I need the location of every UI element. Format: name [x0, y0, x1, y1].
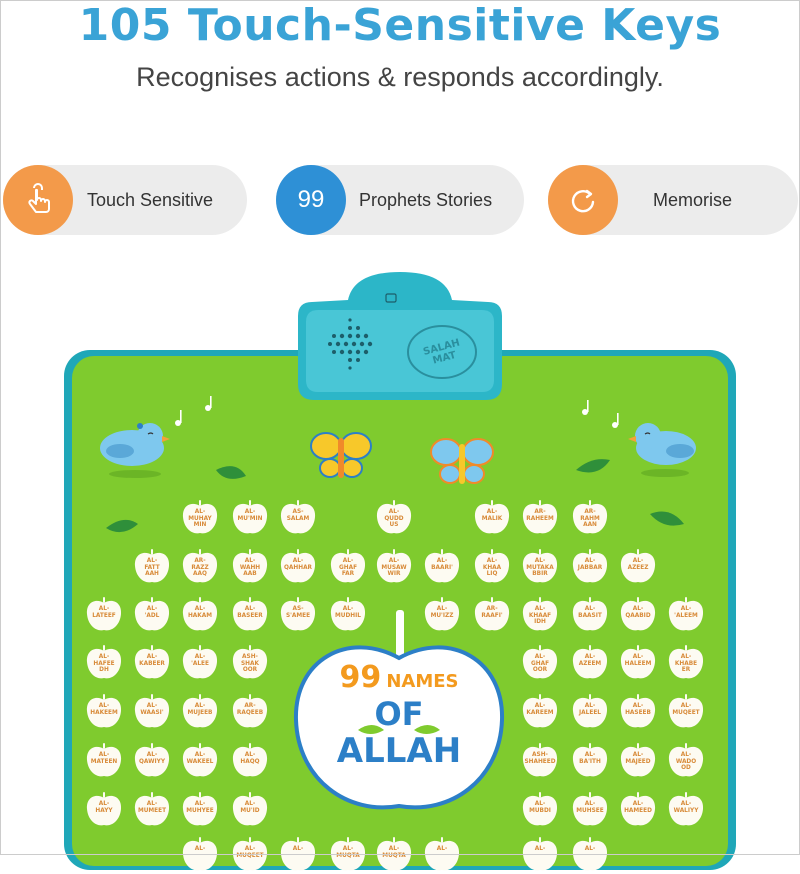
key-label: AL- [194, 846, 206, 852]
key-label: MUBDI [529, 807, 551, 814]
key-label: FAR [341, 571, 355, 577]
key-label: AS- [292, 606, 304, 612]
key-label: AL- [584, 801, 596, 807]
key-label: FATT [144, 564, 160, 571]
feature-label: Memorise [653, 190, 733, 210]
key-label: AL- [342, 558, 354, 564]
key-label: AR- [534, 509, 546, 515]
key-label: MAJEED [625, 758, 651, 765]
touch-key[interactable] [278, 497, 318, 537]
touch-key[interactable] [180, 740, 220, 780]
key-label: OOR [532, 667, 548, 673]
key-label: AL- [292, 558, 304, 564]
bird-right-icon [628, 423, 696, 477]
touch-key[interactable] [180, 642, 220, 682]
key-label: 'ALEEM [674, 612, 698, 619]
touch-key[interactable] [180, 691, 220, 731]
key-label: LATEEF [92, 612, 116, 619]
device-brand: SALAH MAT [422, 337, 462, 367]
bird-left-icon [100, 423, 170, 478]
key-label: AL- [436, 846, 448, 852]
touch-key[interactable] [180, 789, 220, 829]
key-label: KHAAF [528, 612, 552, 619]
key-label: JABBAR [577, 564, 603, 571]
touch-key[interactable] [180, 497, 220, 537]
key-label: RAHM [580, 515, 600, 522]
touch-key[interactable] [520, 642, 560, 682]
touch-key[interactable] [84, 594, 124, 634]
key-label: MU'ID [240, 807, 260, 814]
key-label: AL- [584, 703, 596, 709]
key-label: AL- [342, 846, 354, 852]
key-label: AL- [388, 846, 400, 852]
touch-key[interactable] [278, 594, 318, 634]
touch-key[interactable] [230, 740, 270, 780]
touch-key[interactable] [618, 642, 658, 682]
touch-key[interactable] [180, 594, 220, 634]
key-label: AL- [194, 801, 206, 807]
touch-key[interactable] [230, 834, 270, 874]
touch-key[interactable] [84, 642, 124, 682]
key-label: AL- [632, 752, 644, 758]
key-label: BAASIT [578, 612, 602, 619]
center-title [288, 660, 510, 770]
key-label: MUSAW [381, 564, 407, 571]
touch-key[interactable] [180, 834, 220, 874]
key-label: AAQ [193, 571, 207, 577]
touch-key[interactable] [230, 497, 270, 537]
key-label: US [389, 522, 399, 528]
center-names-word: NAMES [386, 671, 459, 692]
touch-key[interactable] [570, 789, 610, 829]
touch-key[interactable] [618, 594, 658, 634]
key-label: AL- [680, 654, 692, 660]
key-label: S'AMEE [285, 612, 311, 619]
touch-key[interactable] [570, 740, 610, 780]
touch-key[interactable] [230, 546, 270, 586]
touch-key[interactable] [132, 594, 172, 634]
touch-key[interactable] [374, 834, 414, 874]
key-label: AL- [486, 558, 498, 564]
key-label: HAYY [95, 807, 113, 814]
key-label: AL- [98, 606, 110, 612]
page-title: 105 Touch-Sensitive Keys [78, 0, 722, 51]
key-label: AL- [342, 606, 354, 612]
key-label: QAHHAR [283, 564, 313, 571]
touch-key[interactable] [666, 789, 706, 829]
key-label: MUQTA [382, 852, 406, 859]
feature-label: Touch Sensitive [87, 190, 214, 210]
key-label: GHAF [530, 660, 550, 667]
key-label: AL- [436, 558, 448, 564]
touch-key[interactable] [472, 594, 512, 634]
center-allah-word: ALLAH [336, 731, 462, 771]
butterfly-left-icon [311, 433, 371, 478]
touch-key[interactable] [422, 834, 462, 874]
key-label: MUTAKA [526, 564, 554, 571]
key-label: AL- [98, 752, 110, 758]
key-label: QAWIYY [138, 758, 166, 765]
touch-key[interactable] [132, 691, 172, 731]
badge-number: 99 [297, 186, 325, 213]
key-label: AL- [632, 606, 644, 612]
key-label: SALAM [286, 515, 310, 522]
touch-key[interactable] [472, 497, 512, 537]
touch-key[interactable] [328, 594, 368, 634]
touch-key[interactable] [230, 594, 270, 634]
music-notes-icon [175, 396, 619, 428]
touch-key[interactable] [618, 789, 658, 829]
touch-key[interactable] [230, 789, 270, 829]
touch-key[interactable] [422, 546, 462, 586]
key-label: JALEEL [579, 709, 601, 716]
key-label: MIN [193, 522, 207, 528]
key-label: AL- [436, 606, 448, 612]
key-label: AL- [244, 752, 256, 758]
key-label: AL- [680, 703, 692, 709]
key-label: IDH [534, 619, 546, 625]
touch-key[interactable] [230, 642, 270, 682]
touch-key[interactable] [520, 691, 560, 731]
touch-key[interactable] [570, 834, 610, 874]
key-label: SHAK [240, 660, 259, 667]
key-label: AL- [388, 509, 400, 515]
key-label: RAZZ [191, 564, 209, 571]
key-label: AL- [244, 558, 256, 564]
touch-key[interactable] [180, 546, 220, 586]
key-label: HAMEED [624, 807, 652, 814]
key-label: BAARI' [431, 564, 453, 571]
key-label: AR- [584, 509, 596, 515]
key-label: AL- [244, 846, 256, 852]
touch-key[interactable] [230, 691, 270, 731]
key-label: AL- [534, 558, 546, 564]
key-label: SHAHEED [524, 758, 556, 765]
touch-key[interactable] [666, 594, 706, 634]
touch-key[interactable] [132, 740, 172, 780]
key-label: KHABE [674, 660, 698, 667]
touch-key[interactable] [570, 642, 610, 682]
key-label: HALEEM [624, 660, 652, 667]
key-label: ASH- [532, 752, 548, 758]
center-of-word: OF [374, 695, 424, 733]
touch-key[interactable] [666, 740, 706, 780]
key-label: AL- [632, 654, 644, 660]
touch-key[interactable] [520, 834, 560, 874]
key-label: AL- [244, 509, 256, 515]
key-label: BA'ITH [579, 758, 601, 765]
key-label: AL- [680, 606, 692, 612]
key-label: AL- [244, 801, 256, 807]
key-label: KAREEM [526, 709, 554, 716]
key-label: AL- [388, 558, 400, 564]
key-label: LIQ [486, 571, 498, 577]
key-label: ER [681, 667, 691, 673]
key-label: HAKEEM [90, 709, 118, 716]
butterfly-right-icon [431, 439, 493, 484]
key-label: 'ADL [144, 612, 160, 619]
key-label: WAHH [239, 564, 261, 571]
key-label: AR- [486, 606, 498, 612]
key-label: MU'IZZ [430, 612, 454, 619]
key-label: WADO [675, 758, 697, 765]
key-label: AL- [98, 703, 110, 709]
key-label: AL- [194, 752, 206, 758]
key-label: AL- [194, 606, 206, 612]
feature-label: Prophets Stories [359, 190, 493, 210]
touch-key[interactable] [570, 546, 610, 586]
key-label: MUDHIL [335, 612, 361, 619]
key-label: BBIR [532, 571, 548, 577]
key-label: HAQQ [240, 758, 260, 765]
touch-key[interactable] [520, 594, 560, 634]
key-label: RAAFI' [481, 612, 503, 619]
key-label: KHAA [482, 564, 502, 571]
touch-key[interactable] [570, 691, 610, 731]
key-label: AL- [632, 801, 644, 807]
key-label: MALIK [481, 515, 503, 522]
key-label: AL- [534, 654, 546, 660]
key-label: MUMEET [137, 807, 167, 814]
key-label: AS- [292, 509, 304, 515]
touch-key[interactable] [618, 546, 658, 586]
key-label: ASH- [242, 654, 258, 660]
key-label: AL- [486, 509, 498, 515]
key-label: AL- [680, 752, 692, 758]
key-label: WAASI' [140, 709, 164, 716]
key-label: AL- [534, 703, 546, 709]
touch-key[interactable] [520, 497, 560, 537]
key-label: BASEER [237, 612, 263, 619]
center-number: 99 [339, 660, 382, 695]
touch-key[interactable] [666, 691, 706, 731]
key-label: AL- [534, 846, 546, 852]
key-label: MUQEET [672, 709, 700, 716]
key-label: AR- [244, 703, 256, 709]
key-label: AL- [146, 606, 158, 612]
key-label: AL- [534, 801, 546, 807]
key-label: HAKAM [187, 612, 213, 619]
key-label: AL- [292, 846, 304, 852]
key-label: MUQTA [336, 852, 360, 859]
key-label: AZEEZ [627, 564, 649, 571]
key-label: AL- [146, 752, 158, 758]
key-label: RAHEEM [526, 515, 554, 522]
touch-key[interactable] [328, 546, 368, 586]
key-label: AL- [584, 606, 596, 612]
touch-key[interactable] [84, 691, 124, 731]
key-label: QAABID [625, 612, 651, 619]
key-label: AL- [584, 558, 596, 564]
key-label: AL- [146, 703, 158, 709]
touch-key[interactable] [328, 834, 368, 874]
touch-key[interactable] [472, 546, 512, 586]
key-label: AAB [243, 571, 257, 577]
key-label: HAFEE [93, 660, 115, 667]
key-label: AL- [584, 846, 596, 852]
key-label: AL- [146, 654, 158, 660]
touch-key[interactable] [618, 691, 658, 731]
key-label: OOR [242, 667, 258, 673]
touch-key[interactable] [278, 834, 318, 874]
key-label: WAKEEL [186, 758, 214, 765]
key-label: DH [99, 667, 109, 673]
key-label: GHAF [338, 564, 358, 571]
touch-key[interactable] [520, 740, 560, 780]
touch-key[interactable] [132, 642, 172, 682]
key-label: QUDD [384, 515, 404, 522]
touch-key[interactable] [374, 546, 414, 586]
key-label: AL- [146, 801, 158, 807]
key-label: AL- [146, 558, 158, 564]
touch-key[interactable] [520, 546, 560, 586]
key-label: MUHSEE [576, 807, 604, 814]
key-label: MU'MIN [237, 515, 263, 522]
key-label: AR- [194, 558, 206, 564]
key-label: HASEEB [625, 709, 651, 716]
touch-key[interactable] [84, 789, 124, 829]
key-label: AL- [98, 654, 110, 660]
key-label: RAQEEB [236, 709, 264, 716]
key-label: 'ALEE [191, 660, 209, 667]
touch-key[interactable] [374, 497, 414, 537]
key-label: WIR [387, 571, 401, 577]
touch-key[interactable] [422, 594, 462, 634]
key-label: WALIYY [673, 807, 699, 814]
touch-key[interactable] [132, 546, 172, 586]
touch-key[interactable] [666, 642, 706, 682]
key-label: AAN [583, 522, 597, 528]
touch-key[interactable] [570, 594, 610, 634]
key-label: AL- [680, 801, 692, 807]
key-label: KABEER [139, 660, 165, 667]
key-label: AL- [194, 654, 206, 660]
key-label: AL- [98, 801, 110, 807]
key-label: MATEEN [90, 758, 118, 765]
key-label: AL- [194, 703, 206, 709]
touch-key[interactable] [132, 789, 172, 829]
key-label: AL- [244, 606, 256, 612]
key-label: AL- [632, 703, 644, 709]
key-label: MUQEET [236, 852, 264, 859]
key-label: AZEEM [578, 660, 602, 667]
touch-key[interactable] [520, 789, 560, 829]
key-label: MUJEEB [187, 709, 213, 716]
key-label: AL- [584, 752, 596, 758]
key-label: AL- [584, 654, 596, 660]
key-label: AAH [145, 571, 159, 577]
touch-key[interactable] [278, 546, 318, 586]
page-subtitle: Recognises actions & responds accordingly. [136, 62, 664, 92]
key-label: AL- [194, 509, 206, 515]
key-label: AL- [534, 606, 546, 612]
key-label: OD [681, 765, 691, 771]
touch-key[interactable] [84, 740, 124, 780]
key-label: MUHYEE [186, 807, 214, 814]
key-label: AL- [632, 558, 644, 564]
key-label: MUHAY [188, 515, 212, 522]
touch-key[interactable] [570, 497, 610, 537]
touch-key[interactable] [618, 740, 658, 780]
